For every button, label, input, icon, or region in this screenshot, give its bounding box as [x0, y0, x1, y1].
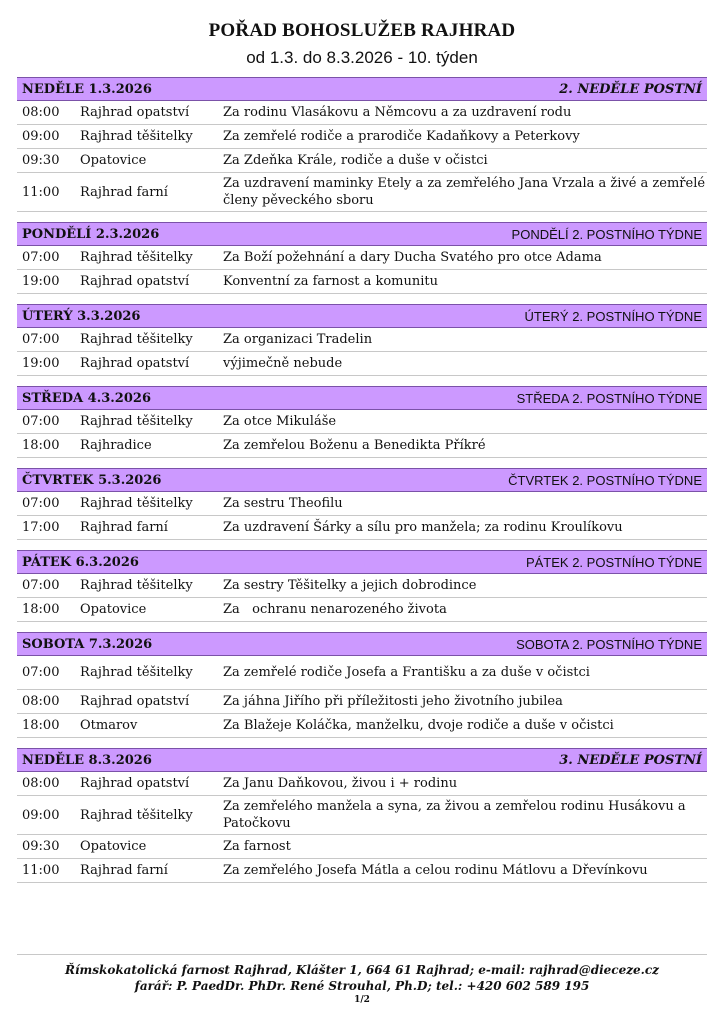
day-date: SOBOTA 7.3.2026 [22, 636, 153, 652]
service-place: Rajhrad opatství [80, 356, 190, 371]
service-time: 07:00 [22, 332, 60, 347]
service-row [17, 796, 707, 835]
service-row [17, 173, 710, 212]
service-time: 19:00 [22, 356, 60, 371]
day-block [17, 304, 707, 376]
service-time: 18:00 [22, 438, 60, 453]
liturgical-day: STŘEDA 2. POSTNÍHO TÝDNE [516, 390, 702, 406]
service-place: Rajhrad těšitelky [80, 129, 193, 144]
service-intention: výjimečně nebude [223, 356, 343, 371]
service-intention: Za uzdravení maminky Etely a za zemřelého Jana Vrzala a živé a zemřelé členy pěveckého sboru [223, 176, 710, 208]
service-place: Rajhrad těšitelky [80, 578, 193, 593]
service-row [17, 434, 707, 458]
liturgical-day: 2. NEDĚLE POSTNÍ [559, 81, 702, 97]
service-intention: Za Blažeje Koláčka, manželku, dvoje rodiče a duše v očistci [223, 718, 614, 733]
service-time: 08:00 [22, 105, 60, 120]
service-intention: Za farnost [223, 839, 291, 854]
liturgical-day: SOBOTA 2. POSTNÍHO TÝDNE [516, 636, 702, 652]
day-date: PONDĚLÍ 2.3.2026 [22, 226, 160, 242]
day-header [17, 222, 707, 246]
service-place: Otmarov [80, 718, 138, 733]
service-time: 18:00 [22, 602, 60, 617]
service-intention: Za organizaci Tradelin [223, 332, 373, 347]
service-time: 11:00 [22, 863, 60, 878]
service-row [17, 352, 707, 376]
service-place: Rajhrad farní [80, 863, 168, 878]
liturgical-day: ČTVRTEK 2. POSTNÍHO TÝDNE [508, 472, 702, 488]
service-row [17, 690, 707, 714]
day-header [17, 468, 707, 492]
day-block [17, 468, 707, 540]
service-intention: Za rodinu Vlasákovu a Němcovu a za uzdravení rodu [223, 105, 572, 120]
service-place: Opatovice [80, 839, 147, 854]
service-intention: Za sestry Těšitelky a jejich dobrodince [223, 578, 477, 593]
page-subtitle: od 1.3. do 8.3.2026 - 10. týden [246, 48, 478, 67]
service-intention: Za ochranu nenarozeného života [223, 602, 447, 617]
service-intention: Za sestru Theofilu [223, 496, 343, 511]
service-time: 19:00 [22, 274, 60, 289]
service-place: Rajhrad opatství [80, 776, 190, 791]
page-number: 1/2 [354, 995, 370, 1005]
day-header [17, 550, 707, 574]
service-place: Opatovice [80, 153, 147, 168]
service-row [17, 270, 707, 294]
service-intention: Za Zdeňka Krále, rodiče a duše v očistci [223, 153, 488, 168]
day-block [17, 632, 707, 738]
service-time: 07:00 [22, 578, 60, 593]
service-row [17, 598, 707, 622]
day-block [17, 77, 710, 212]
service-row [17, 492, 707, 516]
service-place: Rajhradice [80, 438, 152, 453]
service-row [17, 410, 707, 434]
day-date: STŘEDA 4.3.2026 [22, 390, 151, 406]
service-place: Rajhrad opatství [80, 105, 190, 120]
service-intention: Za zemřelou Boženu a Benedikta Příkré [223, 438, 486, 453]
service-place: Rajhrad těšitelky [80, 332, 193, 347]
day-date: ČTVRTEK 5.3.2026 [22, 472, 162, 488]
service-place: Rajhrad farní [80, 184, 168, 200]
service-time: 09:00 [22, 129, 60, 144]
service-row [17, 328, 707, 352]
parish-contact: Římskokatolická farnost Rajhrad, Klášter 1, 664 61 Rajhrad; e-mail: rajhrad@dieceze.cz [65, 963, 659, 977]
service-place: Rajhrad opatství [80, 694, 190, 709]
page-title: POŘAD BOHOSLUŽEB RAJHRAD [208, 20, 516, 41]
service-place: Rajhrad těšitelky [80, 496, 193, 511]
service-row [17, 859, 707, 883]
service-time: 07:00 [22, 250, 60, 265]
service-intention: Za jáhna Jiřího při příležitosti jeho životního jubilea [223, 694, 563, 709]
schedule-table [17, 77, 710, 893]
service-time: 09:30 [22, 839, 60, 854]
day-block [17, 386, 707, 458]
service-place: Opatovice [80, 602, 147, 617]
service-row [17, 516, 707, 540]
day-date: PÁTEK 6.3.2026 [22, 554, 139, 570]
service-intention: Za zemřelého manžela a syna, za živou a zemřelou rodinu Husákovu a Patočkovu [223, 799, 690, 831]
day-header [17, 77, 707, 101]
service-row [17, 574, 707, 598]
service-place: Rajhrad opatství [80, 274, 190, 289]
service-time: 07:00 [22, 496, 60, 511]
day-header [17, 304, 707, 328]
service-intention: Za zemřelého Josefa Mátla a celou rodinu Mátlovu a Dřevínkovu [223, 863, 648, 878]
service-time: 09:30 [22, 153, 60, 168]
service-place: Rajhrad těšitelky [80, 665, 193, 680]
service-time: 09:00 [22, 807, 60, 823]
service-intention: Konventní za farnost a komunitu [223, 274, 439, 289]
service-time: 07:00 [22, 414, 60, 429]
service-time: 17:00 [22, 520, 60, 535]
page-header [0, 20, 724, 68]
service-time: 18:00 [22, 718, 60, 733]
liturgical-day: PONDĚLÍ 2. POSTNÍHO TÝDNE [511, 226, 702, 242]
service-intention: Za zemřelé rodiče a prarodiče Kadaňkovy a Peterkovy [223, 129, 580, 144]
priest-contact: farář: P. PaedDr. PhDr. René Strouhal, Ph.D; tel.: +420 602 589 195 [134, 979, 590, 993]
service-time: 11:00 [22, 184, 60, 200]
service-row [17, 656, 707, 690]
page-footer [17, 954, 707, 1006]
service-intention: Za otce Mikuláše [223, 414, 337, 429]
service-row [17, 772, 707, 796]
day-block [17, 222, 707, 294]
service-place: Rajhrad těšitelky [80, 250, 193, 265]
liturgical-day: ÚTERÝ 2. POSTNÍHO TÝDNE [524, 308, 702, 324]
service-intention: Za Janu Daňkovou, živou i + rodinu [223, 776, 458, 791]
service-row [17, 246, 707, 270]
service-time: 08:00 [22, 776, 60, 791]
day-block [17, 550, 707, 622]
liturgical-day: 3. NEDĚLE POSTNÍ [559, 752, 702, 768]
service-row [17, 101, 707, 125]
day-header [17, 748, 707, 772]
service-place: Rajhrad těšitelky [80, 807, 193, 823]
service-row [17, 149, 707, 173]
day-block [17, 748, 707, 883]
service-place: Rajhrad těšitelky [80, 414, 193, 429]
service-row [17, 835, 707, 859]
liturgical-day: PÁTEK 2. POSTNÍHO TÝDNE [525, 554, 702, 570]
day-date: NEDĚLE 8.3.2026 [22, 752, 152, 768]
day-date: NEDĚLE 1.3.2026 [22, 81, 152, 97]
service-place: Rajhrad farní [80, 520, 168, 535]
day-header [17, 632, 707, 656]
service-row [17, 125, 707, 149]
service-intention: Za zemřelé rodiče Josefa a Františku a za duše v očistci [223, 665, 590, 680]
service-row [17, 714, 707, 738]
service-intention: Za uzdravení Šárky a sílu pro manžela; za rodinu Kroulíkovu [223, 520, 623, 535]
day-header [17, 386, 707, 410]
day-date: ÚTERÝ 3.3.2026 [22, 308, 141, 324]
service-time: 07:00 [22, 665, 60, 680]
service-time: 08:00 [22, 694, 60, 709]
service-intention: Za Boží požehnání a dary Ducha Svatého pro otce Adama [223, 250, 602, 265]
